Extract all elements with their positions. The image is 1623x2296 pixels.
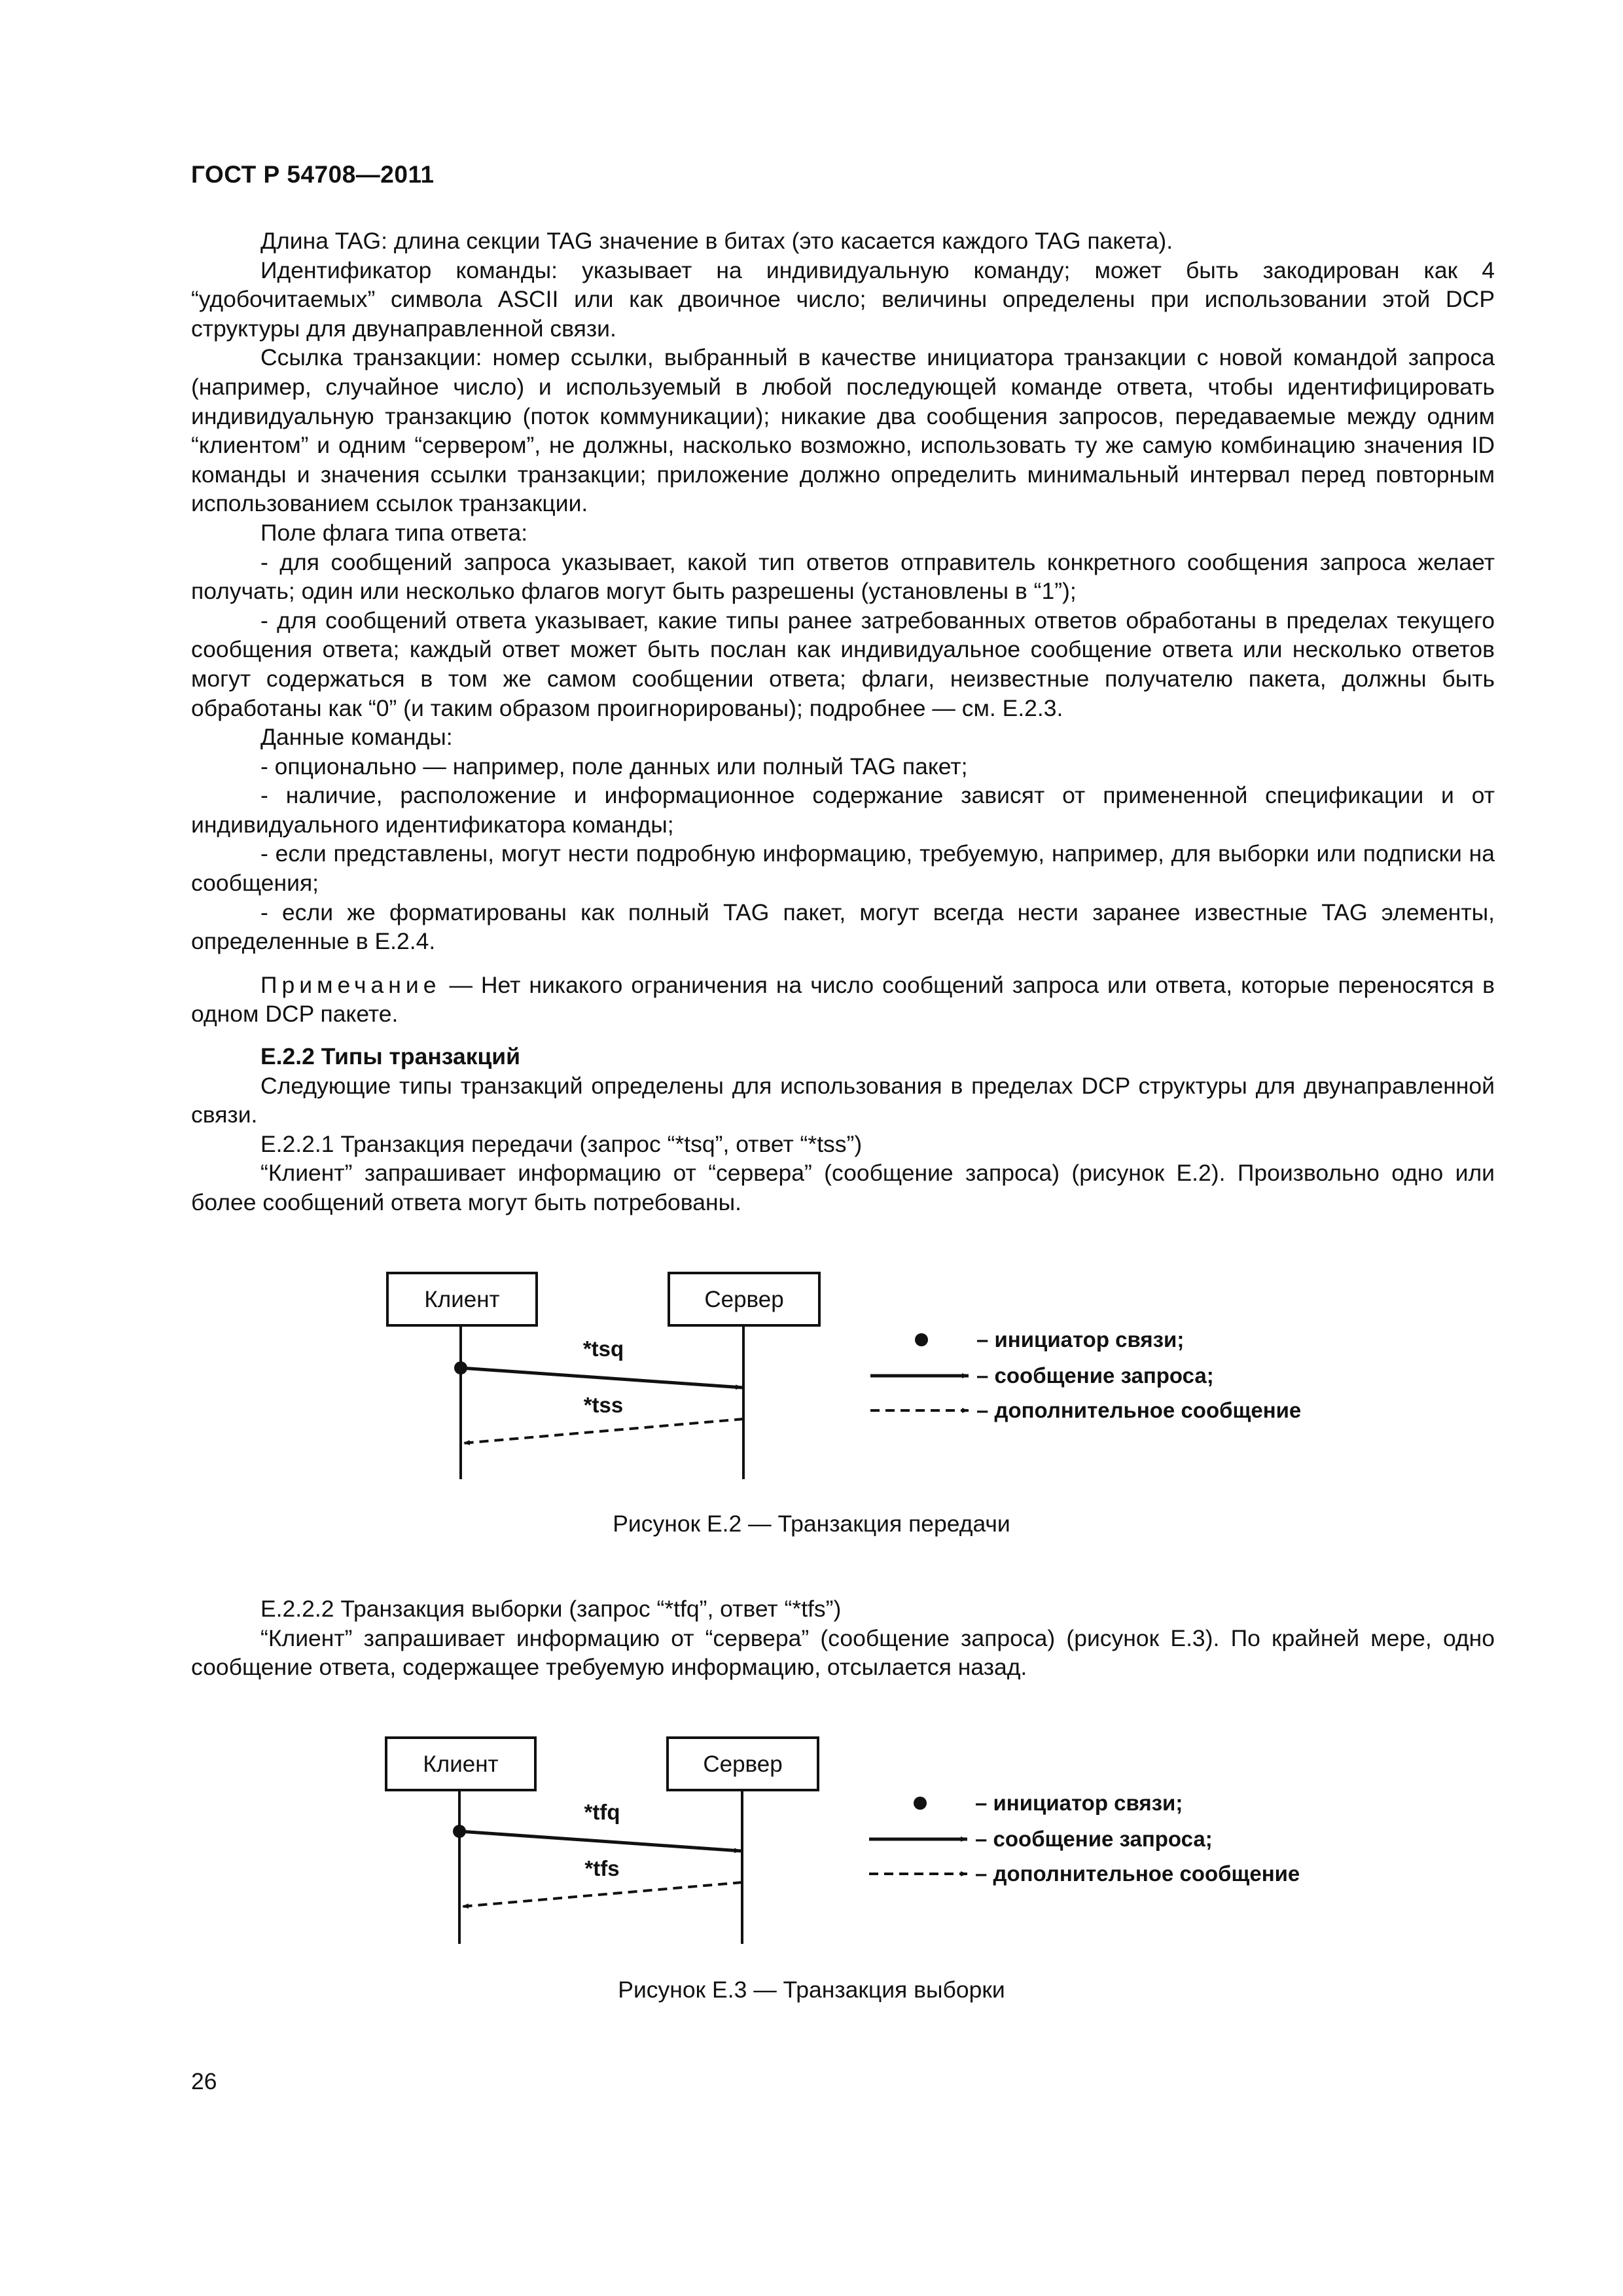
figure-e2-caption: Рисунок Е.2 — Транзакция передачи [613,1511,1010,1537]
section-intro: Следующие типы транзакций определены для использования в пределах DCP структуры для двунаправленной связи. [191,1072,1495,1128]
response-arrow [463,1419,743,1443]
sequence-diagram-e2 [0,1263,1623,1551]
paragraph-command-data: Данные команды: [260,724,453,751]
legend [870,1327,1301,1422]
legend-initiator-text: – инициатор связи; [976,1327,1185,1352]
server-label: Сервер [703,1751,783,1777]
paragraph-transaction-ref: Ссылка транзакции: номер ссылки, выбранный в качестве инициатора транзакции с новой командой запроса (например, случайное число) и используемый в любой последующей команде ответа, чтобы идентифицировать индивидуальную транзакцию (поток коммуникации); никакие два сообщения запросов, передаваемые между одним “клиентом” и одним “сервером”, не должны, насколько возможно, использовать ту же самую комбинацию значения ID команды и значения ссылки транзакции; приложение должно определить минимальный интервал перед повторным использованием ссылок транзакции. [191,344,1495,517]
legend-optional-text: – дополнительное сообщение [975,1861,1300,1886]
paragraph-command-id: Идентификатор команды: указывает на индивидуальную команду; может быть закодирован как 4 “удобочитаемых” символа ASCII или как двоичное число; величины определены при использовании этой DCP структуры для двунаправленной связи. [191,257,1495,342]
list-item: - для сообщений запроса указывает, какой тип ответов отправитель конкретного сообщения запроса желает получать; один или несколько флагов могут быть разрешены (установлены в “1”); [191,548,1495,605]
note-label: Примечание [260,971,441,998]
list-item: - если представлены, могут нести подробную информацию, требуемую, например, для выборки или подписки на сообщения; [191,840,1495,897]
server-label: Сервер [704,1287,784,1312]
sequence-diagram-e3 [0,1728,1623,2016]
request-label: *tsq [582,1336,624,1361]
client-label: Клиент [424,1287,500,1312]
client-label: Клиент [423,1751,499,1777]
request-arrow [459,1831,741,1851]
subsection-text-e221: “Клиент” запрашивает информацию от “сервера” (сообщение запроса) (рисунок Е.2). Произвольно одно или более сообщений ответа могут быть потребованы. [191,1160,1495,1215]
list-item: - для сообщений ответа указывает, какие типы ранее затребованных ответов обработаны в пределах текущего сообщения ответа; каждый ответ может быть послан как индивидуальное сообщение ответа или несколько ответов могут содержаться в том же самом сообщении ответа; флаги, неизвестные получателю пакета, должны быть обработаны как “0” (и таким образом проигнорированы); подробнее — см. Е.2.3. [191,607,1495,721]
legend [869,1791,1300,1886]
document-number-header: ГОСТ Р 54708—2011 [191,161,435,188]
note-text: — Нет никакого ограничения на число сообщений запроса или ответа, которые переносятся в одном DCP пакете. [191,971,1495,1028]
legend-request-text: – сообщение запроса; [975,1827,1213,1851]
response-arrow [462,1882,742,1907]
request-arrow [461,1368,742,1388]
subsection-text-e222: “Клиент” запрашивает информацию от “сервера” (сообщение запроса) (рисунок Е.3). По крайней мере, одно сообщение ответа, содержащее требуемую информацию, отсылается назад. [191,1624,1495,1681]
legend-initiator-dot [914,1797,927,1810]
server-box [669,1273,819,1325]
figure-e3-caption: Рисунок Е.3 — Транзакция выборки [618,1977,1005,2003]
section-heading-e22: Е.2.2 Типы транзакций [260,1043,520,1070]
legend-initiator-text: – инициатор связи; [975,1791,1183,1815]
server-box [668,1738,818,1790]
body-text-continued [191,1594,1495,1682]
response-label: *tss [583,1393,624,1417]
paragraph-tag-length: Длина TAG: длина секции TAG значение в битах (это касается каждого TAG пакета). [260,228,1173,254]
legend-request-text: – сообщение запроса; [976,1363,1214,1388]
client-box [387,1273,537,1325]
legend-initiator-dot [915,1333,928,1346]
legend-optional-text: – дополнительное сообщение [976,1398,1302,1422]
list-item: - наличие, расположение и информационное содержание зависят от примененной спецификации и от индивидуального идентификатора команды; [191,782,1495,838]
body-text [191,226,1495,1217]
paragraph-response-flag: Поле флага типа ответа: [260,519,528,546]
request-label: *tfq [584,1800,620,1824]
figure-e3 [0,1728,1623,2016]
subsection-title-e221: Е.2.2.1 Транзакция передачи (запрос “*tsq”, ответ “*tss”) [260,1130,863,1157]
figure-e2 [0,1263,1623,1551]
note [191,971,1495,1029]
client-box [386,1738,535,1790]
list-item: - опционально — например, поле данных или полный TAG пакет; [260,753,968,780]
page-number: 26 [191,2068,217,2094]
subsection-title-e222: Е.2.2.2 Транзакция выборки (запрос “*tfq”, ответ “*tfs”) [260,1596,842,1622]
response-label: *tfs [584,1856,620,1880]
list-item: - если же форматированы как полный TAG пакет, могут всегда нести заранее известные TAG элементы, определенные в Е.2.4. [191,899,1495,955]
